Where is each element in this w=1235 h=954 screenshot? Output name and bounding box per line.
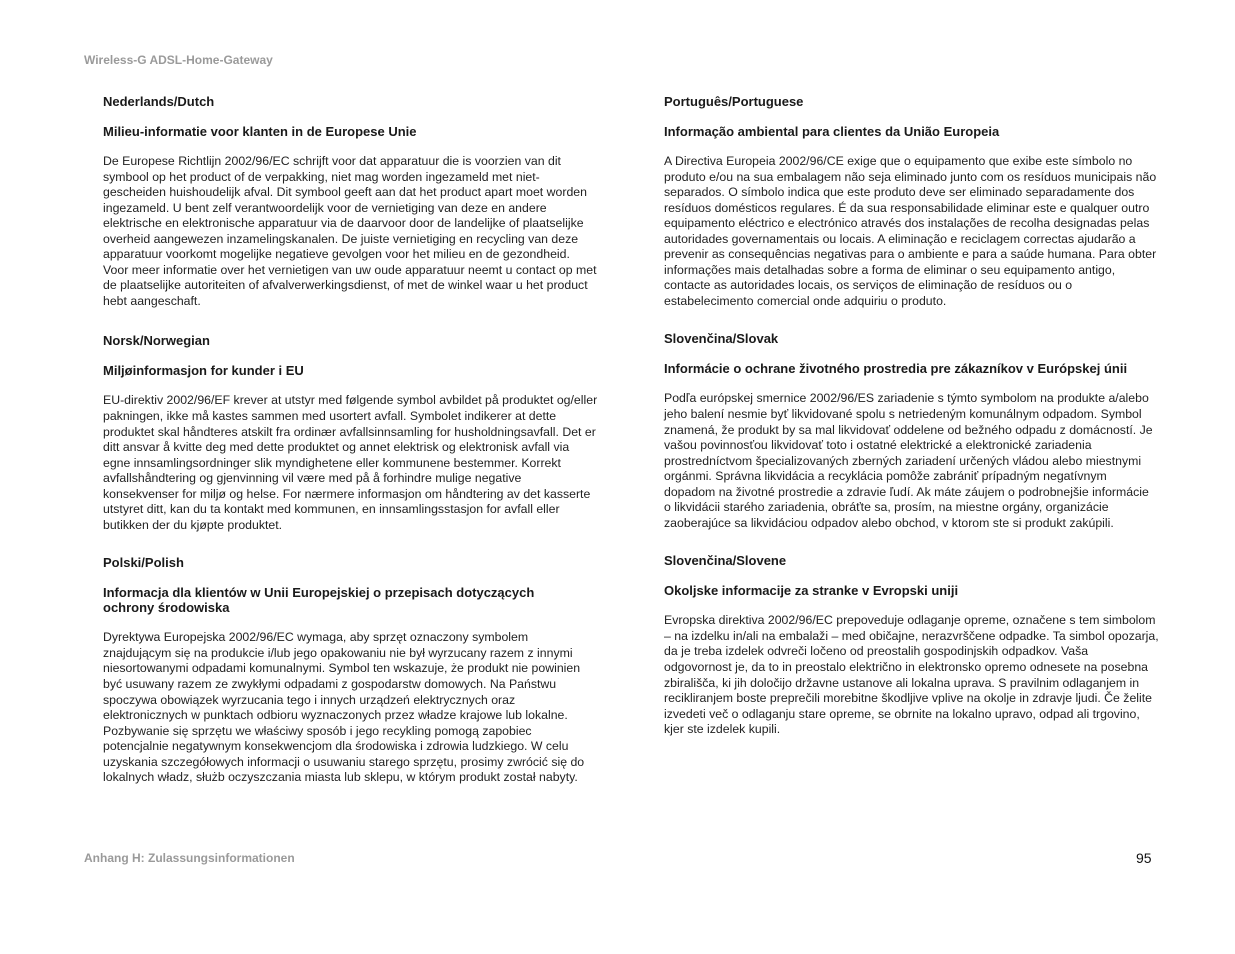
section-body: Podľa európskej smernice 2002/96/ES zariadenie s týmto symbolom na produkte a/alebo jeho balení nesmie byť likvidované spolu s netriedeným komunálnym odpadom. Symbol znamená, že produkt by sa mal likvidovať oddelene od bežného odpadu z domácností. Je vašou povinnosťou likvidovať toto i ostatné elektrické a elektronické zariadenia prostredníctvom špecializovaných zberných zariadení určených vládou alebo miestnymi orgánmi. Správna likvidácia a recyklácia pomôže zabrániť prípadným negatívnym dopadom na životné prostredie a zdravie ľudí. Ak máte záujem o podrobnejšie informácie o likvidácii starého zariadenia, obráťte sa, prosím, na miestne orgány, organizácie zaoberajúce sa likvidáciou odpadov alebo obchod, v ktorom ste si produkt zakúpili. (664, 391, 1153, 530)
section-language: Português/Portuguese (664, 94, 804, 109)
document-header: Wireless-G ADSL-Home-Gateway (84, 53, 273, 67)
section-language: Slovenčina/Slovak (664, 331, 779, 347)
right-column (664, 94, 1159, 760)
section-heading: Informação ambiental para clientes da União Europeia (664, 124, 1000, 139)
section-dutch (103, 94, 598, 309)
section-portuguese (664, 94, 1159, 309)
section-slovene (664, 553, 1159, 737)
section-slovak (664, 331, 1159, 531)
section-body: A Directiva Europeia 2002/96/CE exige que o equipamento que exibe este símbolo no produto e/ou na sua embalagem não seja eliminado junto com os resíduos municipais não separados. O símbolo indica que este produto deve ser eliminado separadamente dos resíduos domésticos regulares. É da sua responsabilidade eliminar este e qualquer outro equipamento eléctrico e electrónico através dos instalações de recolha designadas pelas autoridades governamentais ou locais. A eliminação e reciclagem correctas ajudarão a prevenir as consequências negativas para o ambiente e para a saúde humana. Para obter informações mais detalhadas sobre a forma de eliminar o seu equipamento antigo, contacte as autoridades locais, os serviços de eliminação de resíduos ou o estabelecimento comercial onde adquiriu o produto. (664, 154, 1157, 308)
section-body: Dyrektywa Europejska 2002/96/EC wymaga, aby sprzęt oznaczony symbolem znajdującym się na produkcie i/lub jego opakowaniu nie był wyrzucany razem z innymi niesortowanymi odpadami komunalnymi. Symbol ten wskazuje, że produkt nie powinien być usuwany razem ze zwykłymi odpadami z gospodarstw domowych. Na Państwu spoczywa obowiązek wyrzucania tego i innych urządzeń elektrycznych oraz elektronicznych w punktach odbioru wyznaczonych przez władze krajowe lub lokalne. Pozbywanie się sprzętu we właściwy sposób i jego recykling pomogą zapobiec potencjalnie negatywnym konsekwencjom dla środowiska i zdrowia ludzkiego. W celu uzyskania szczegółowych informacji o usuwaniu starego sprzętu, prosimy zwrócić się do lokalnych władz, służb oczyszczania miasta lub sklepu, w którym produkt został nabyty. (103, 630, 585, 785)
left-column (103, 94, 598, 808)
page-number: 95 (1136, 850, 1152, 866)
section-body: EU-direktiv 2002/96/EF krever at utstyr med følgende symbol avbildet på produktet og/eller pakningen, ikke må kastes sammen med usortert avfall. Symbolet indikerer at dette produktet skal håndteres atskilt fra ordinær avfallsinnsamling for husholdningsavfall. Det er ditt ansvar å kvitte deg med dette produktet og annet elektrisk og elektronisk avfall via egne innsamlingsordninger slik myndighetene eller kommunene bestemmer. Korrekt avfallshåndtering og gjenvinning vil være med på å forhindre mulige negative konsekvenser for miljø og helse. For nærmere informasjon om håndtering av det kasserte utstyret ditt, kan du ta kontakt med kommunen, en innsamlingsstasjon for avfall eller butikken der du kjøpte produktet. (103, 393, 598, 532)
section-polish (103, 555, 598, 785)
section-heading: Informacja dla klientów w Unii Europejskiej o przepisach dotyczących ochrony środowiska (103, 585, 535, 616)
section-language: Nederlands/Dutch (103, 94, 215, 109)
footer-chapter: Anhang H: Zulassungsinformationen (84, 851, 295, 865)
section-heading: Milieu-informatie voor klanten in de Europese Unie (103, 124, 417, 139)
section-language: Norsk/Norwegian (103, 333, 210, 349)
section-language: Slovenčina/Slovene (664, 553, 787, 569)
section-heading: Okoljske informacije za stranke v Evropski uniji (664, 583, 959, 599)
section-heading: Informácie o ochrane životného prostredia pre zákazníkov v Európskej únii (664, 361, 1128, 377)
section-body: De Europese Richtlijn 2002/96/EC schrijft voor dat apparatuur die is voorzien van dit symbool op het product of de verpakking, niet mag worden ingezameld met niet-gescheiden huishoudelijk afval. Dit symbool geeft aan dat het product apart moet worden ingezameld. U bent zelf verantwoordelijk voor de vernietiging van deze en andere elektrische en elektronische apparatuur via de daarvoor door de landelijke of plaatselijke overheid aangewezen inzamelingskanalen. De juiste vernietiging en recycling van deze apparatuur voorkomt mogelijke negatieve gevolgen voor het milieu en de gezondheid. Voor meer informatie over het vernietigen van uw oude apparatuur neemt u contact op met de plaatselijke autoriteiten of afvalverwerkingsdienst, of met de winkel waar u het product hebt aangeschaft. (103, 154, 597, 308)
section-heading: Miljøinformasjon for kunder i EU (103, 363, 304, 379)
section-body: Evropska direktiva 2002/96/EC prepoveduje odlaganje opreme, označene s tem simbolom – na izdelku in/ali na embalaži – med običajne, nerazvrščene odpadke. Ta simbol opozarja, da je treba izdelek odvreči ločeno od preostalih gospodinjskih odpadkov. Vaša odgovornost je, da to in preostalo električno in elektronsko opremo odnesete na posebna zbirališča, ki jih določijo državne ustanove ali lokalna uprava. S pravilnim odlaganjem in recikliranjem boste preprečili morebitne škodljive vplive na okolje in zdravje ljudi. Če želite izvedeti več o odlaganju stare opreme, se obrnite na lokalno upravo, odpad ali trgovino, kjer ste izdelek kupili. (664, 613, 1159, 737)
section-language: Polski/Polish (103, 555, 184, 571)
section-norwegian (103, 333, 598, 533)
